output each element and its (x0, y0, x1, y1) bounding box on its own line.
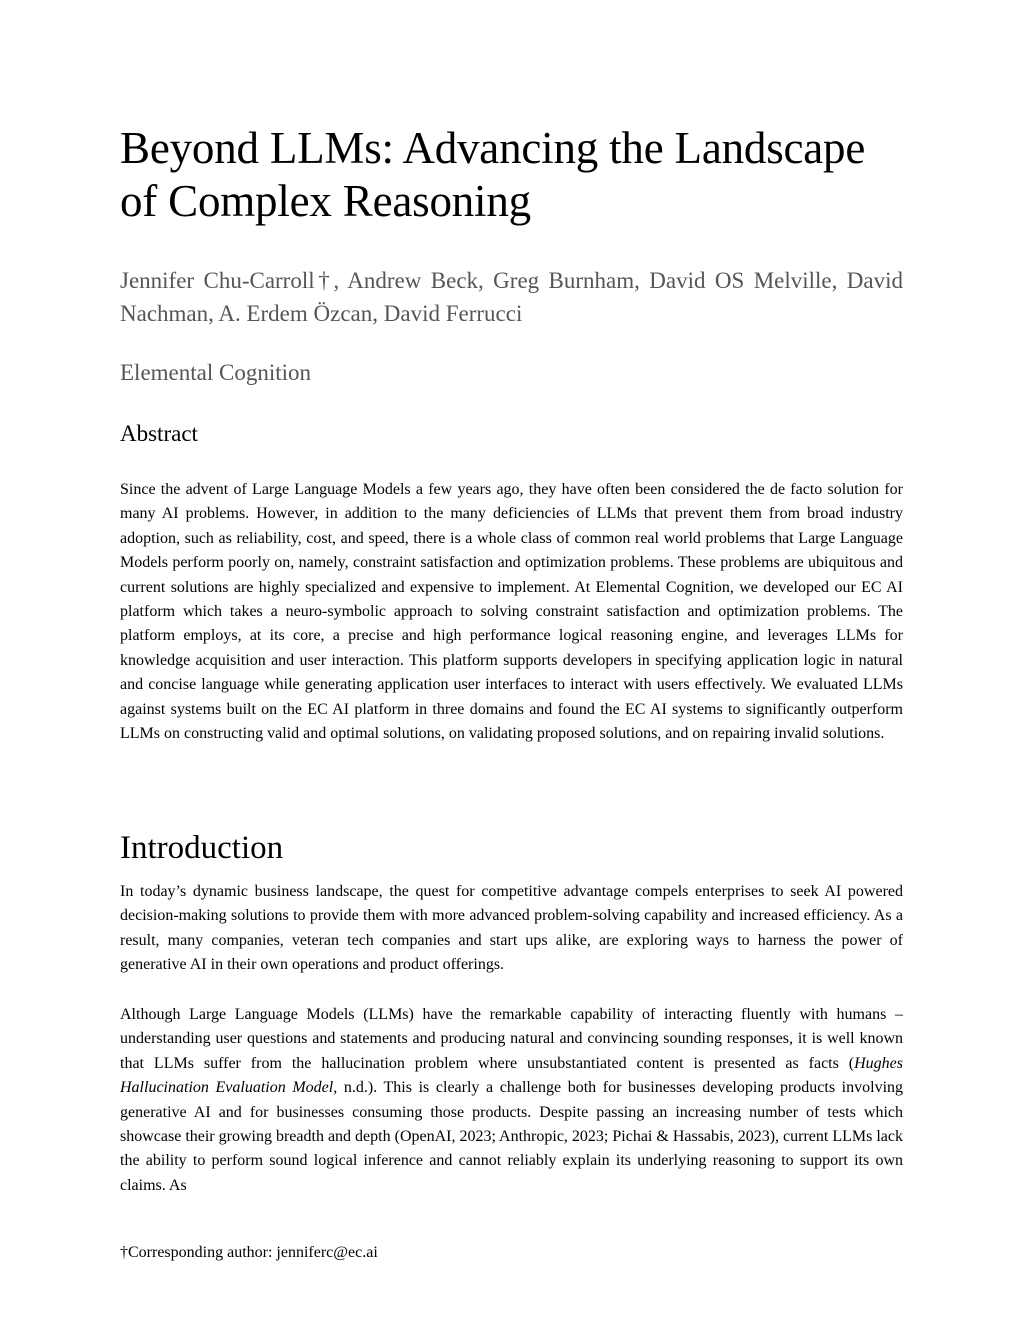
paragraph-text-segment: , n.d.). This is clearly a challenge both for businesses developing products involving generative AI and for businesses consuming those products. Despite passing an increasing number of tests which showcase their growing breadth and depth (OpenAI, 2023; Anthropic, 2023; Pichai & Hassabis, 2023), current LLMs lack the ability to perform sound logical inference and cannot reliably explain its underlying reasoning to support its own claims. As (120, 1079, 904, 1194)
corresponding-author-footnote: †Corresponding author: jenniferc@ec.ai (120, 1244, 378, 1261)
author-list: Jennifer Chu-Carroll†, Andrew Beck, Greg Burnham, David OS Melville, David Nachman, A. Erdem Özcan, David Ferrucci (120, 268, 903, 326)
paragraph-text-segment: Although Large Language Models (LLMs) have the remarkable capability of interacting fluently with humans – understanding user questions and statements and producing natural and convincing sounding responses, it is well known that LLMs suffer from the hallucination problem where unsubstantiated content is presented as facts ( (120, 1006, 903, 1072)
abstract-heading: Abstract (120, 421, 198, 446)
introduction-paragraph-1: In today’s dynamic business landscape, the quest for competitive advantage compels enterprises to seek AI powered decision-making solutions to provide them with more advanced problem-solving capability and increased efficiency. As a result, many companies, veteran tech companies and start ups alike, are exploring ways to harness the power of generative AI in their own operations and product offerings. (120, 883, 903, 974)
abstract-text: Since the advent of Large Language Models a few years ago, they have often been considered the de facto solution for many AI problems. However, in addition to the many deficiencies of LLMs that prevent them from broad industry adoption, such as reliability, cost, and speed, there is a whole class of common real world problems that Large Language Models perform poorly on, namely, constraint satisfaction and optimization problems. These problems are ubiquitous and current solutions are highly specialized and expensive to implement. At Elemental Cognition, we developed our EC AI platform which takes a neuro-symbolic approach to solving constraint satisfaction and optimization problems. The platform employs, at its core, a precise and high performance logical reasoning engine, and leverages LLMs for knowledge acquisition and user interaction. This platform supports developers in specifying application logic in natural and concise language while generating application user interfaces to interact with users effectively. We evaluated LLMs against systems built on the EC AI platform in three domains and found the EC AI systems to significantly outperform LLMs on constructing valid and optimal solutions, on validating proposed solutions, and on repairing invalid solutions. (120, 481, 903, 743)
citation-title: Hughes Hallucination Evaluation Model (120, 1054, 903, 1097)
affiliation: Elemental Cognition (120, 360, 311, 385)
introduction-heading: Introduction (120, 830, 284, 866)
paper-page (120, 0, 903, 1325)
paper-title: Beyond LLMs: Advancing the Landscape of Complex Reasoning (120, 123, 866, 226)
introduction-paragraph-2 (120, 1003, 903, 1198)
